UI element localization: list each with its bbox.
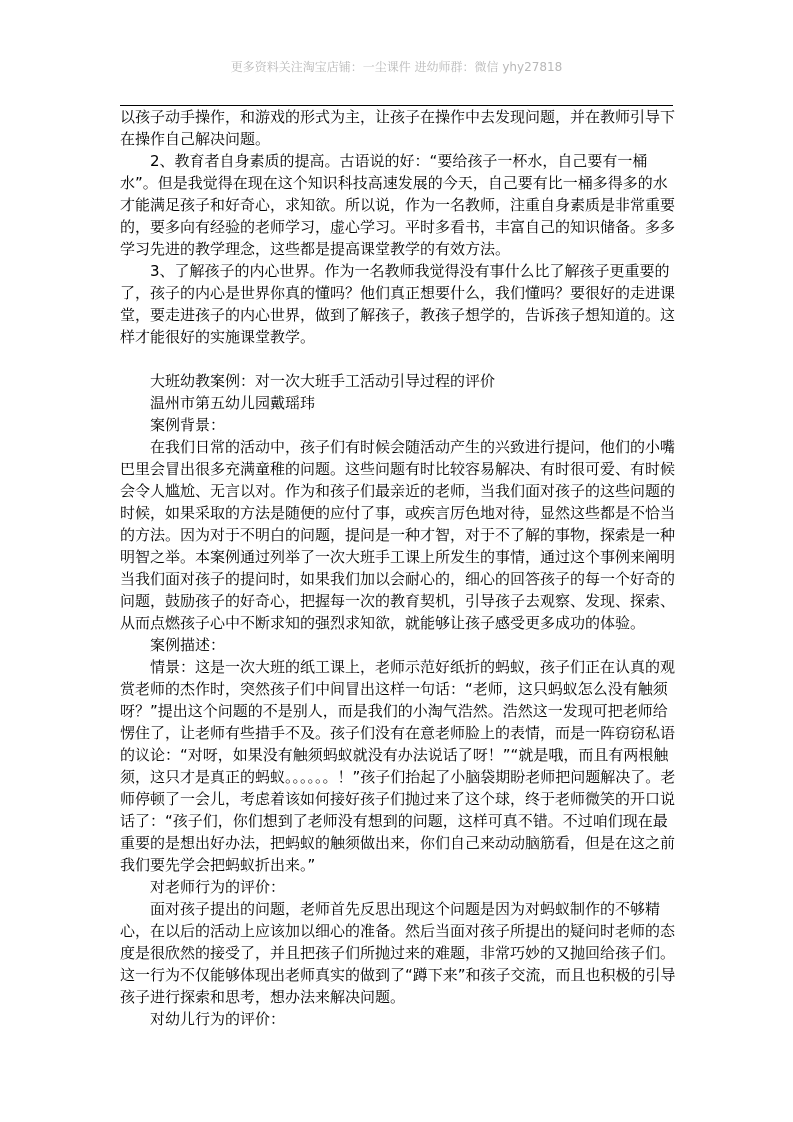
paragraph-point-3: 3、了解孩子的内心世界。作为一名教师我觉得没有事什么比了解孩子更重要的了，孩子的内心是世界你真的懂吗？他们真正想要什么，我们懂吗？要很好的走进课堂，要走进孩子的内心世界，做到了解孩子，教孩子想学的，告诉孩子想知道的。这样才能很好的实施课堂教学。 (120, 262, 676, 346)
background-paragraph: 在我们日常的活动中，孩子们有时候会随活动产生的兴致进行提问，他们的小嘴巴里会冒出很多充满童稚的问题。这些问题有时比较容易解决、有时很可爱、有时候会令人尴尬、无言以对。作为和孩子们最亲近的老师，当我们面对孩子的这些问题的时候，如果采取的方法是随便的应付了事，或疾言厉色地对待，显然这些都是不恰当的方法。因为对于不明白的问题，提问是一种才智，对于不了解的事物，探索是一种明智之举。本案例通过列举了一次大班手工课上所发生的事情，通过这个事例来阐明当我们面对孩子的提问时，如果我们加以会耐心的，细心的回答孩子的每一个好奇的问题，鼓励孩子的好奇心，把握每一次的教育契机，引导孩子去观察、发现、探索、从而点燃孩子心中不断求知的强烈求知欲，就能够让孩子感受更多成功的体验。 (120, 438, 676, 632)
spacer (120, 348, 680, 370)
paragraph-point-2: 2、教育者自身素质的提高。古语说的好：“要给孩子一杯水，自己要有一桶水”。但是我觉得在现在这个知识科技高速发展的今天，自己要有比一桶多得多的水才能满足孩子和好奇心，求知欲。所以说，作为一名教师，注重自身素质是非常重要的，要多向有经验的老师学习，虚心学习。平时多看书，丰富自己的知识储备。多多学习先进的教学理念，这些都是提高课堂教学的有效方法。 (120, 152, 676, 258)
document-body (120, 106, 680, 1030)
teacher-eval-paragraph: 面对孩子提出的问题，老师首先反思出现这个问题是因为对蚂蚁制作的不够精心，在以后的活动上应该加以细心的准备。然后当面对孩子所提出的疑问时老师的态度是很欣然的接受了，并且把孩子们所抛过来的难题，非常巧妙的又抛回给孩子们。这一行为不仅能够体现出老师真实的做到了“蹲下来”和孩子交流，而且也积极的引导孩子进行探索和思考，想办法来解决问题。 (120, 900, 676, 1006)
paragraph-continued: 以孩子动手操作，和游戏的形式为主，让孩子在操作中去发现问题，并在教师引导下在操作自己解决问题。 (120, 108, 676, 148)
description-paragraph: 情景：这是一次大班的纸工课上，老师示范好纸折的蚂蚁，孩子们正在认真的观赏老师的杰作时，突然孩子们中间冒出这样一句话：“老师，这只蚂蚁怎么没有触须呀？”提出这个问题的不是别人，而是我们的小淘气浩然。浩然这一发现可把老师给愣住了，让老师有些措手不及。孩子们没有在意老师脸上的表情，而是一阵窃窃私语的议论：“对呀，如果没有触须蚂蚁就没有办法说话了呀！”“就是哦，而且有两根触须，这只才是真正的蚂蚁。。。。。。！”孩子们抬起了小脑袋期盼老师把问题解决了。老师停顿了一会儿，考虑着该如何接好孩子们抛过来了这个球，终于老师微笑的开口说话了：“孩子们，你们想到了老师没有想到的问题，这样可真不错。不过咱们现在最重要的是想出好办法，把蚂蚁的触须做出来，你们自己来动动脑筋看，但是在这之前我们要先学会把蚂蚁折出来。” (120, 658, 676, 874)
case-author: 温州市第五幼儿园戴瑶玮 (150, 394, 316, 412)
teacher-eval-heading: 对老师行为的评价： (150, 878, 286, 896)
case-title: 大班幼教案例：对一次大班手工活动引导过程的评价 (150, 372, 496, 390)
description-heading: 案例描述： (150, 636, 226, 654)
child-eval-heading: 对幼儿行为的评价： (150, 1010, 286, 1028)
background-heading: 案例背景： (150, 416, 226, 434)
header-watermark: 更多资料关注淘宝店铺：一尘课件 进幼师群：微信 yhy27818 (230, 60, 563, 74)
